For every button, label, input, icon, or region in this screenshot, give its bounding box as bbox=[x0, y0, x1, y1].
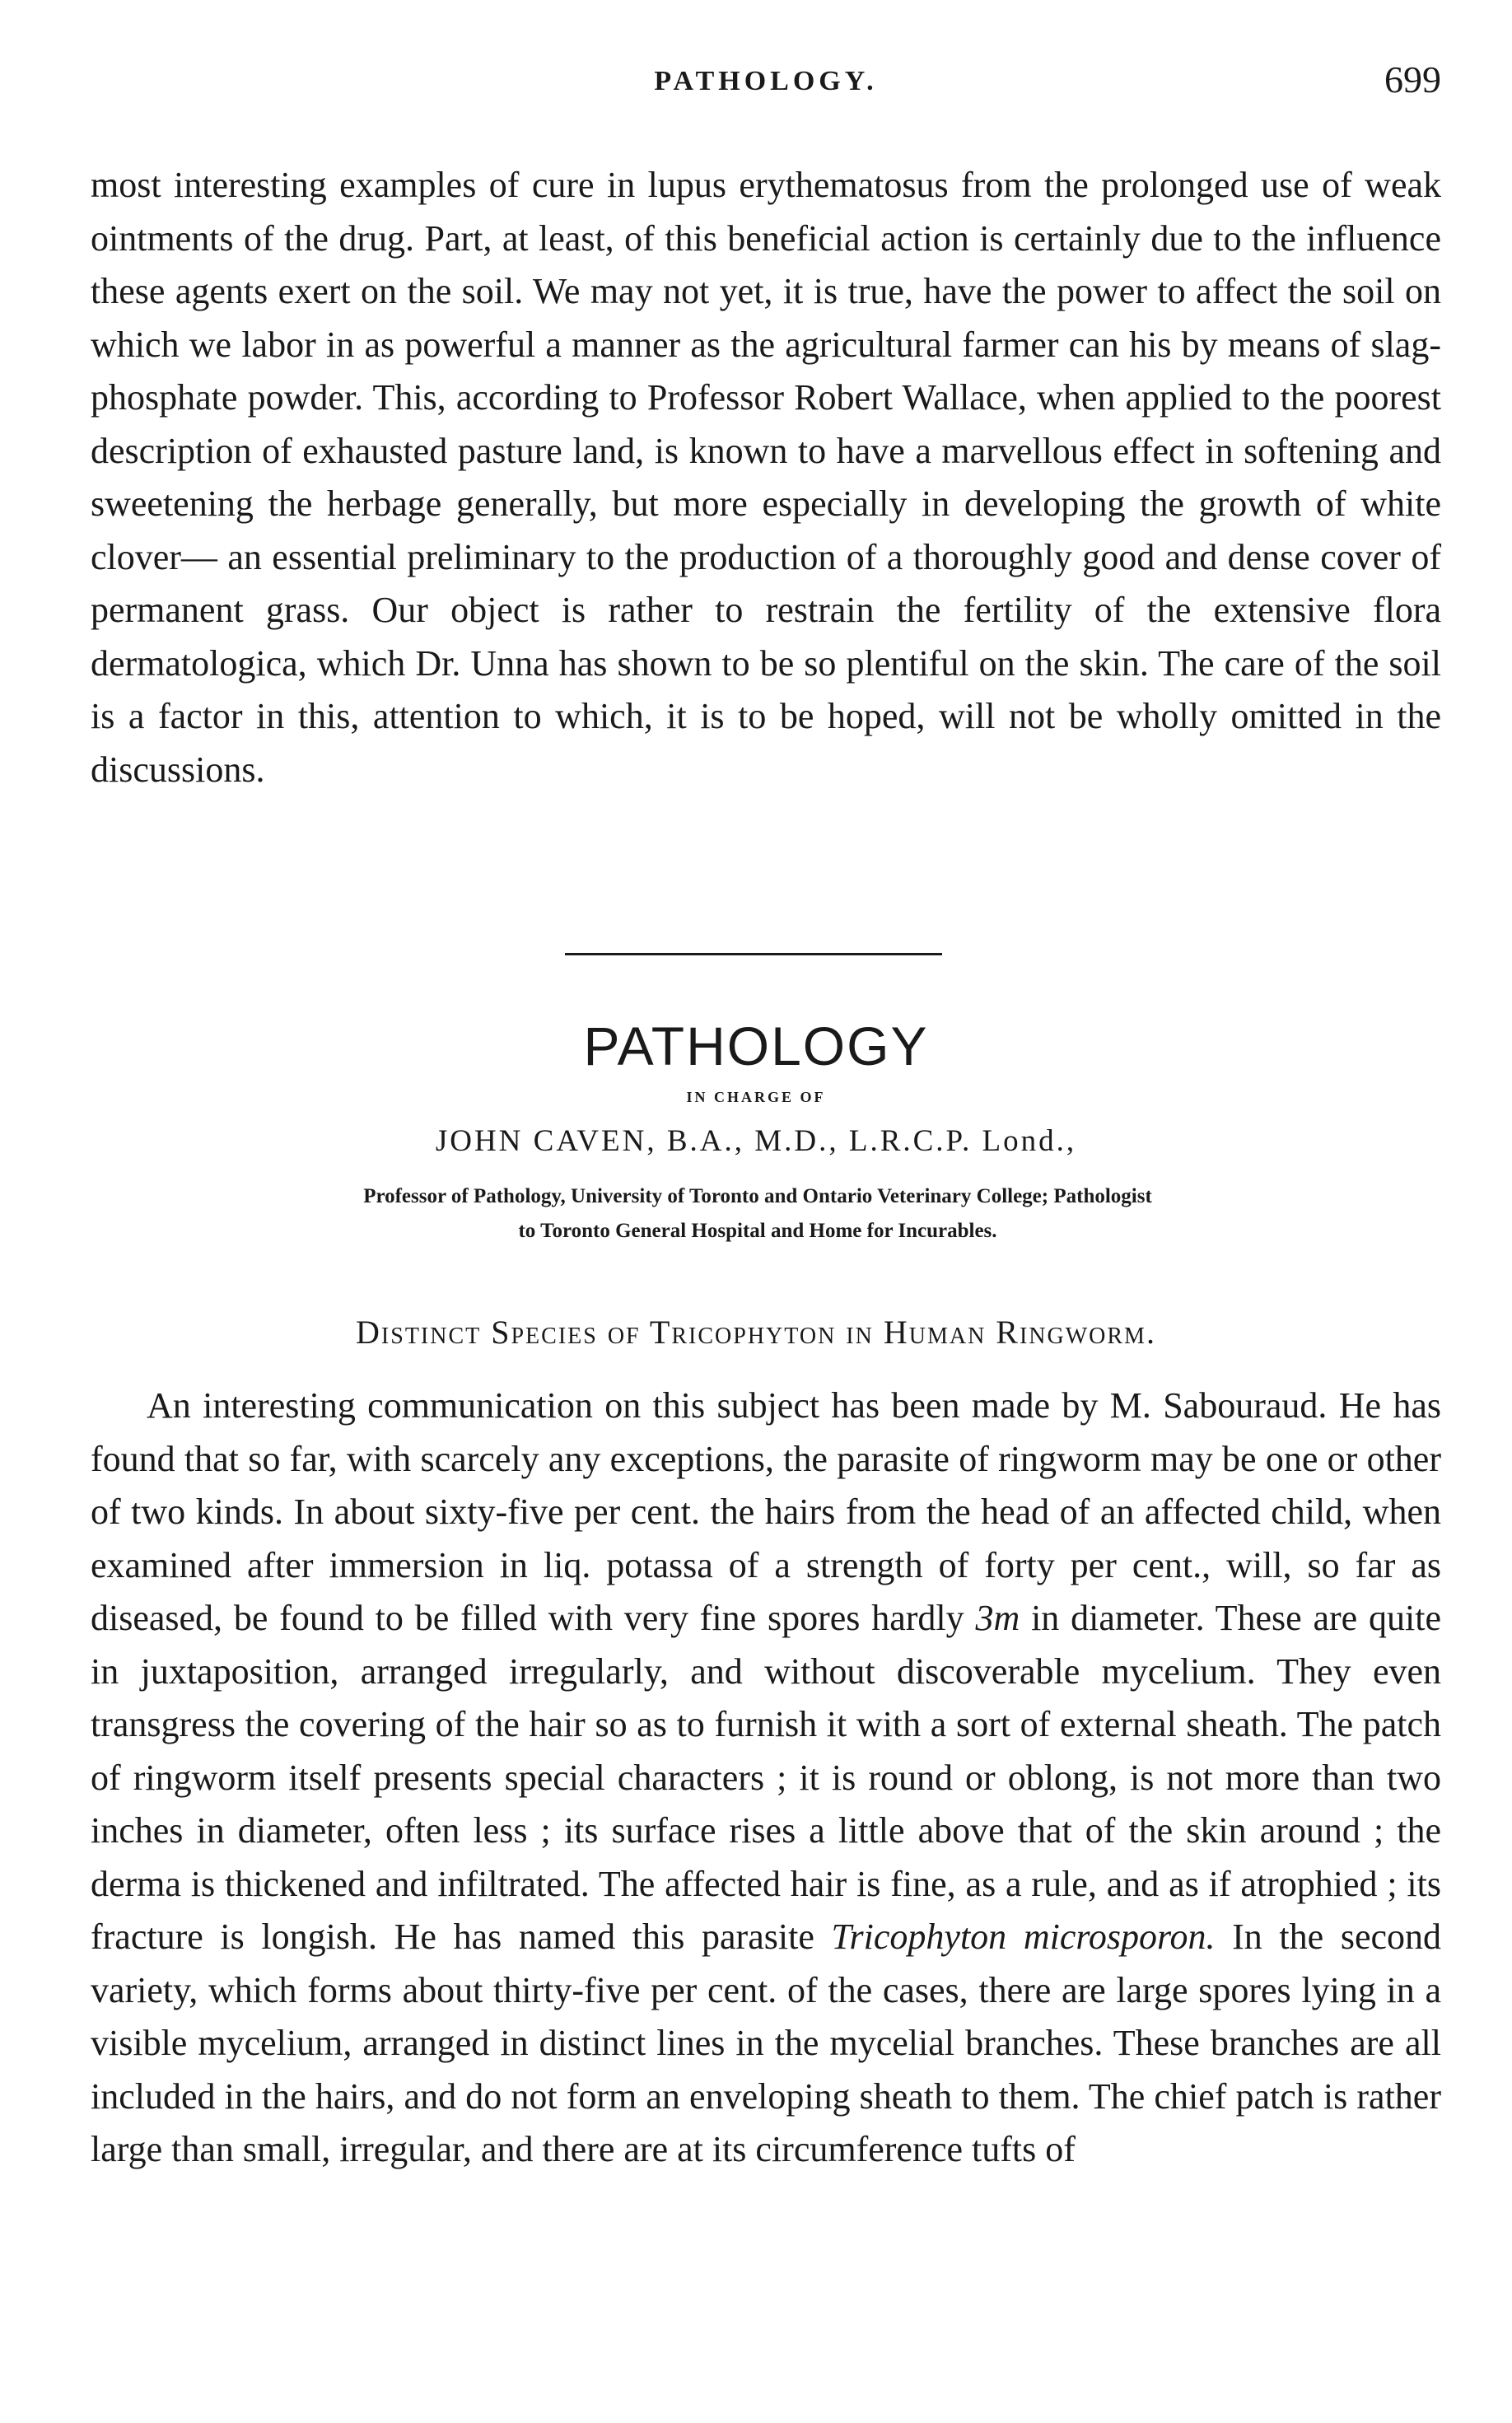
running-title: PATHOLOGY. bbox=[654, 66, 878, 96]
section-title: PATHOLOGY bbox=[583, 1015, 929, 1076]
article-text-part-1: An interesting communication on this subject has been made by M. Sabouraud. He has found that so far, with scarcely any exceptions, the parasite of ringworm may be one or other of two kinds. In about sixty-five per cent. the hairs from the head of an affected child, when examined after immersion in liq. potassa of a strength of forty per cent., will, so far as diseased, be found to be filled with very fine spores hardly bbox=[91, 1385, 1441, 1638]
species-name-italic: Tricophyton microsporon. bbox=[831, 1916, 1216, 1957]
continuation-paragraph: most interesting examples of cure in lupus erythematosus from the prolonged use of weak ointments of the drug. Part, at least, of this beneficial action is certainly due to the influence these agents exert on the soil. We may not yet, it is true, have the power to affect the soil on which we labor in as powerful a manner as the agricultural farmer can his by means of slag-phosphate powder. This, according to Professor Robert Wallace, when applied to the poorest description of exhausted pasture land, is known to have a marvellous effect in softening and sweetening the herbage generally, but more especially in developing the growth of white clover— an essential preliminary to the production of a thoroughly good and dense cover of permanent grass. Our object is rather to restrain the fertility of the extensive flora dermatologica, which Dr. Unna has shown to be so plentiful on the skin. The care of the soil is a factor in this, attention to which, it is to be hoped, will not be wholly omitted in the discussions. bbox=[91, 165, 1441, 790]
article-paragraph bbox=[91, 1380, 1441, 2177]
affiliation-line-2: to Toronto General Hospital and Home for Incurables. bbox=[518, 1220, 997, 1242]
article-text-part-3: In the second variety, which forms about thirty-five per cent. of the cases, there are large spores lying in a visible mycelium, arranged in distinct lines in the mycelial branches. These branches are all included in the hairs, and do not form an enveloping sheath to them. The chief patch is rather large than small, irregular, and there are at its circumference tufts of bbox=[91, 1916, 1441, 2169]
article-title: Distinct Species of Tricophyton in Human Ringworm. bbox=[356, 1314, 1156, 1351]
unit-italic: 3m bbox=[975, 1598, 1020, 1638]
affiliation-line-1: Professor of Pathology, University of Toronto and Ontario Veterinary College; Pathologist bbox=[363, 1185, 1152, 1207]
running-head bbox=[91, 58, 1441, 107]
page-number: 699 bbox=[1384, 58, 1441, 100]
editor-affiliation bbox=[124, 1179, 1392, 1249]
in-charge-label: IN CHARGE OF bbox=[686, 1089, 826, 1105]
editor-name: JOHN CAVEN, B.A., M.D., L.R.C.P. Lond., bbox=[435, 1124, 1077, 1158]
section-divider bbox=[565, 953, 942, 955]
article-text-part-2: in diameter. These are quite in juxtaposition, arranged irregularly, and without discoverable mycelium. They even transgress the covering of the hair so as to furnish it with a sort of external sheath. The patch of ringworm itself presents special characters ; it is round or oblong, is not more than two inches in diameter, often less ; its surface rises a little above that of the skin around ; the derma is thickened and infiltrated. The affected hair is fine, as a rule, and as if atrophied ; its fracture is longish. He has named this parasite bbox=[91, 1598, 1441, 1957]
